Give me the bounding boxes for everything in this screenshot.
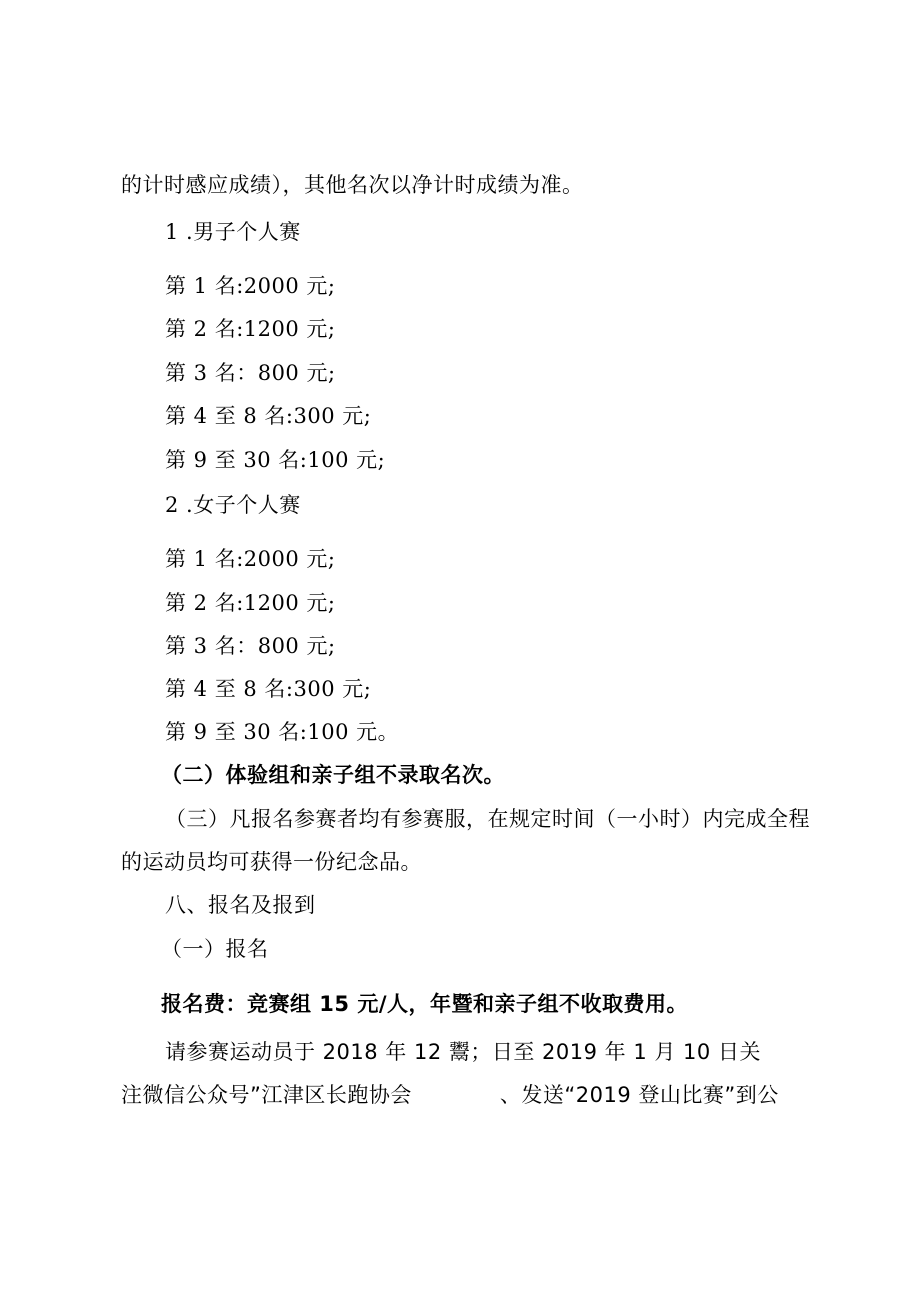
item-three-line-2: 的运动员均可获得一份纪念品。 [121,850,422,874]
men-prize-2: 第 2 名:1200 元; [165,317,336,341]
register-line-1: 请参赛运动员于 2018 年 12 鬻；日至 2019 年 1 月 10 日关 [165,1040,761,1064]
women-prize-5: 第 9 至 30 名:100 元。 [165,720,400,744]
men-prize-3: 第 3 名：800 元; [165,361,336,385]
women-prize-4: 第 4 至 8 名:300 元; [165,677,372,701]
register-line-2-part-a: 注微信公众号”江津区长跑协会 [121,1083,412,1107]
section-eight-heading: 八、报名及报到 [165,893,316,917]
women-prize-1: 第 1 名:2000 元; [165,547,336,571]
fee-line: 报名费：竞赛组 15 元/人，年暨和亲子组不收取费用。 [161,992,689,1016]
sub-one-heading: （一）报名 [161,937,269,961]
women-heading: 2 .女子个人赛 [165,493,301,517]
intro-line: 的计时感应成绩），其他名次以净计时成绩为准。 [121,173,584,197]
item-two: （二）体验组和亲子组不录取名次。 [161,763,505,787]
item-three-line-1: （三）凡报名参赛者均有参赛服，在规定时间（一小时）内完成全程 [165,807,810,831]
women-prize-3: 第 3 名：800 元; [165,634,336,658]
men-prize-4: 第 4 至 8 名:300 元; [165,404,372,428]
men-prize-5: 第 9 至 30 名:100 元; [165,448,386,472]
register-line-2-part-b: 、发送“2019 登山比赛”到公 [499,1083,779,1107]
women-prize-2: 第 2 名:1200 元; [165,591,336,615]
men-prize-1: 第 1 名:2000 元; [165,274,336,298]
men-heading: 1 .男子个人赛 [165,220,301,244]
register-line-2 [121,1081,779,1109]
